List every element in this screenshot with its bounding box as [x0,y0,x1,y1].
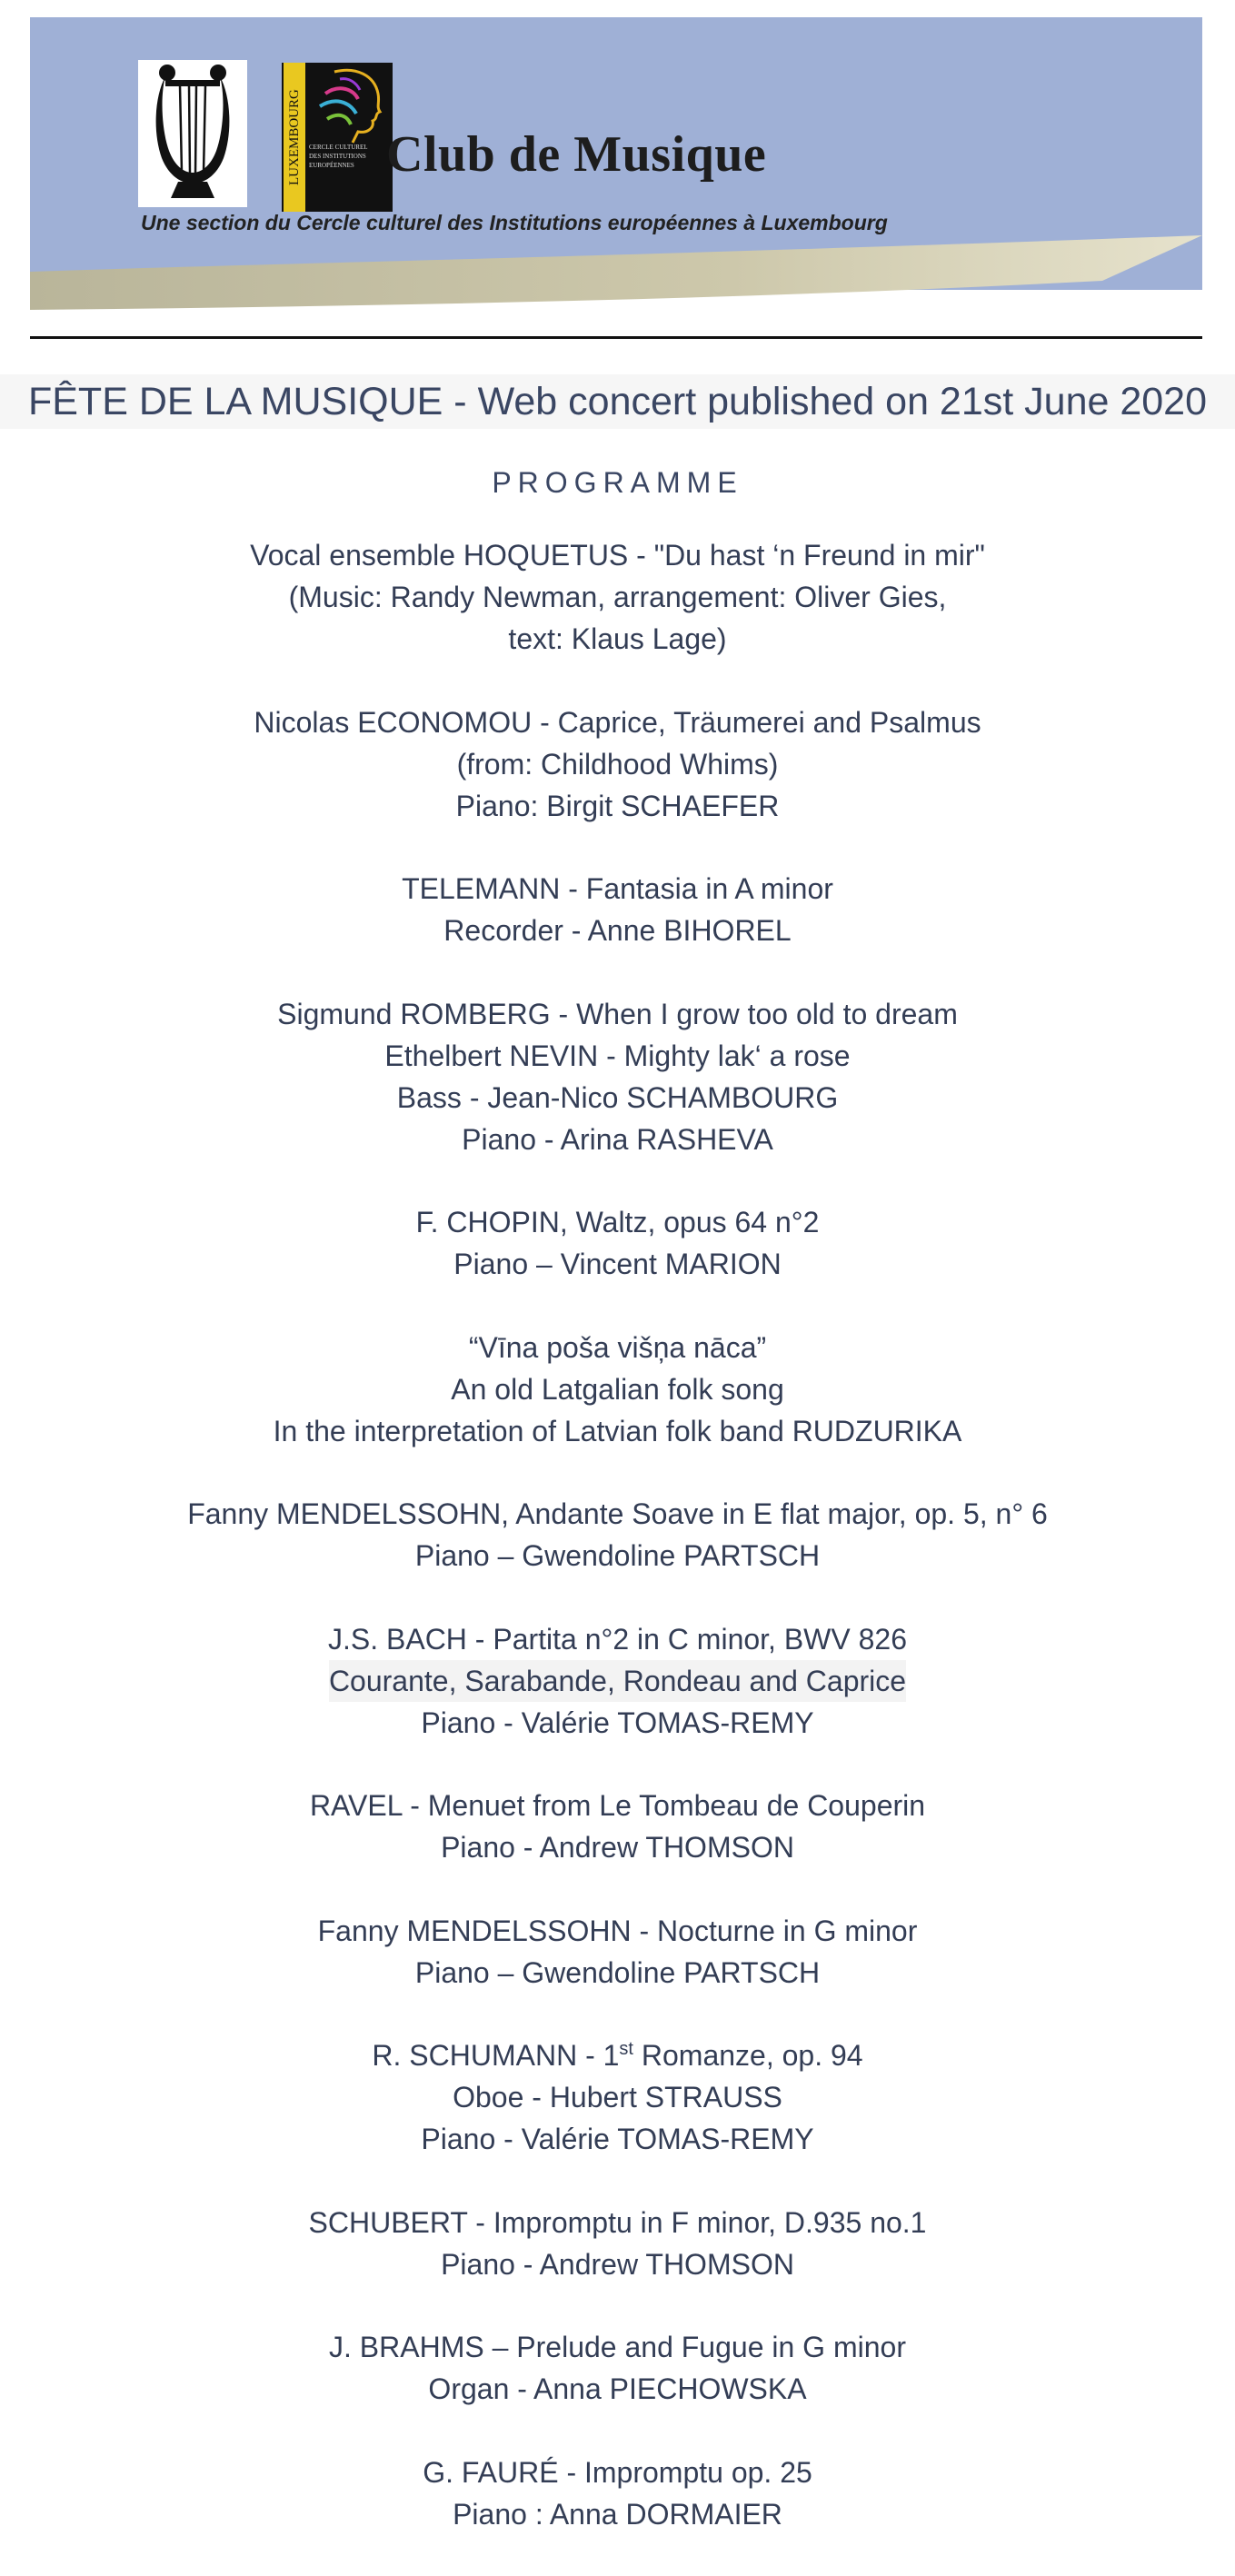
entry-line: Piano - Valérie TOMAS-REMY [421,2123,814,2155]
programme-entry [0,1785,1235,1868]
programme-entry [0,1327,1235,1452]
entry-line: J. BRAHMS – Prelude and Fugue in G minor [329,2331,906,2363]
programme-entry [0,1201,1235,1285]
club-title: Club de Musique [386,126,767,183]
entry-line: (Music: Randy Newman, arrangement: Oliver Gies, [288,581,947,613]
entry-line: Piano - Valérie TOMAS-REMY [421,1706,814,1739]
entry-line: Fanny MENDELSSOHN - Nocturne in G minor [317,1914,918,1947]
programme-entry [0,2034,1235,2160]
programme-entry [0,2202,1235,2285]
entry-line: Piano - Arina RASHEVA [462,1122,773,1156]
entry-line: In the interpretation of Latvian folk band RUDZURIKA [273,1414,962,1447]
programme-entry [0,1493,1235,1576]
entry-line: Nicolas ECONOMOU - Caprice, Träumerei and Psalmus [254,705,981,739]
club-subtitle: Une section du Cercle culturel des Institutions européennes à Luxembourg [141,211,888,234]
entry-line: An old Latgalian folk song [451,1372,784,1406]
face-profile-icon [307,66,391,144]
logo-small-text: CERCLE CULTUREL DES INSTITUTIONS EUROPÉENNES [309,144,368,169]
programme-entry [0,1618,1235,1744]
entry-line: text: Klaus Lage) [508,622,727,655]
programme-heading: PROGRAMME [492,466,743,499]
entry-line: Courante, Sarabande, Rondeau and Caprice [329,1660,906,1702]
entry-line: (from: Childhood Whims) [456,747,779,781]
programme-list [0,534,1235,2576]
programme-entry [0,534,1235,660]
header-divider [30,336,1202,339]
entry-line-start: R. SCHUMANN - 1 [372,2039,620,2072]
entry-line: Piano: Birgit SCHAEFER [455,789,780,822]
entry-line: Piano - Andrew THOMSON [441,1831,794,1864]
entry-line: G. FAURÉ - Impromptu op. 25 [423,2455,812,2489]
entry-line: Fanny MENDELSSOHN, Andante Soave in E flat major, op. 5, n° 6 [187,1497,1048,1530]
entry-line: Oboe - Hubert STRAUSS [453,2081,782,2114]
entry-line-with-superscript [0,2034,1235,2076]
entry-line: Organ - Anna PIECHOWSKA [428,2372,807,2405]
ordinal-superscript: st [619,2039,633,2059]
lyre-icon [138,60,247,207]
entry-line-end: Romanze, op. 94 [632,2039,863,2072]
entry-line: Piano – Gwendoline PARTSCH [414,1955,821,1989]
programme-entry [0,1910,1235,1994]
entry-line: TELEMANN - Fantasia in A minor [402,872,833,905]
entry-line: SCHUBERT - Impromptu in F minor, D.935 no.1 [308,2205,927,2239]
entry-line: F. CHOPIN, Waltz, opus 64 n°2 [415,1206,820,1238]
programme-entry [0,2452,1235,2535]
club-banner [30,17,1202,312]
programme-entry [0,993,1235,1160]
entry-line: Piano – Gwendoline PARTSCH [414,1539,821,1572]
programme-entry [0,2326,1235,2410]
entry-line: Piano : Anna DORMAIER [453,2497,782,2531]
entry-line: Piano – Vincent MARION [453,1248,782,1280]
programme-entry [0,701,1235,827]
lyre-logo [138,60,247,207]
entry-line: Piano - Andrew THOMSON [441,2247,794,2281]
entry-line: “Vīna poša višņa nāca” [468,1330,767,1364]
entry-line: Vocal ensemble HOQUETUS - "Du hast ‘n Freund in mir" [250,539,985,572]
cercle-culturel-logo [282,63,393,212]
entry-line: RAVEL - Menuet from Le Tombeau de Couperin [309,1789,926,1822]
entry-line: Ethelbert NEVIN - Mighty lak‘ a rose [384,1039,851,1072]
entry-line: Recorder - Anne BIHOREL [443,914,792,947]
programme-entry [0,868,1235,951]
event-title: FÊTE DE LA MUSIQUE - Web concert published on 21st June 2020 [0,374,1235,429]
entry-line: J.S. BACH - Partita n°2 in C minor, BWV 826 [327,1622,907,1656]
logo-vertical-text: LUXEMBOURG [284,63,305,212]
entry-line: Bass - Jean-Nico SCHAMBOURG [396,1080,839,1114]
entry-line: Sigmund ROMBERG - When I grow too old to dream [277,997,958,1030]
